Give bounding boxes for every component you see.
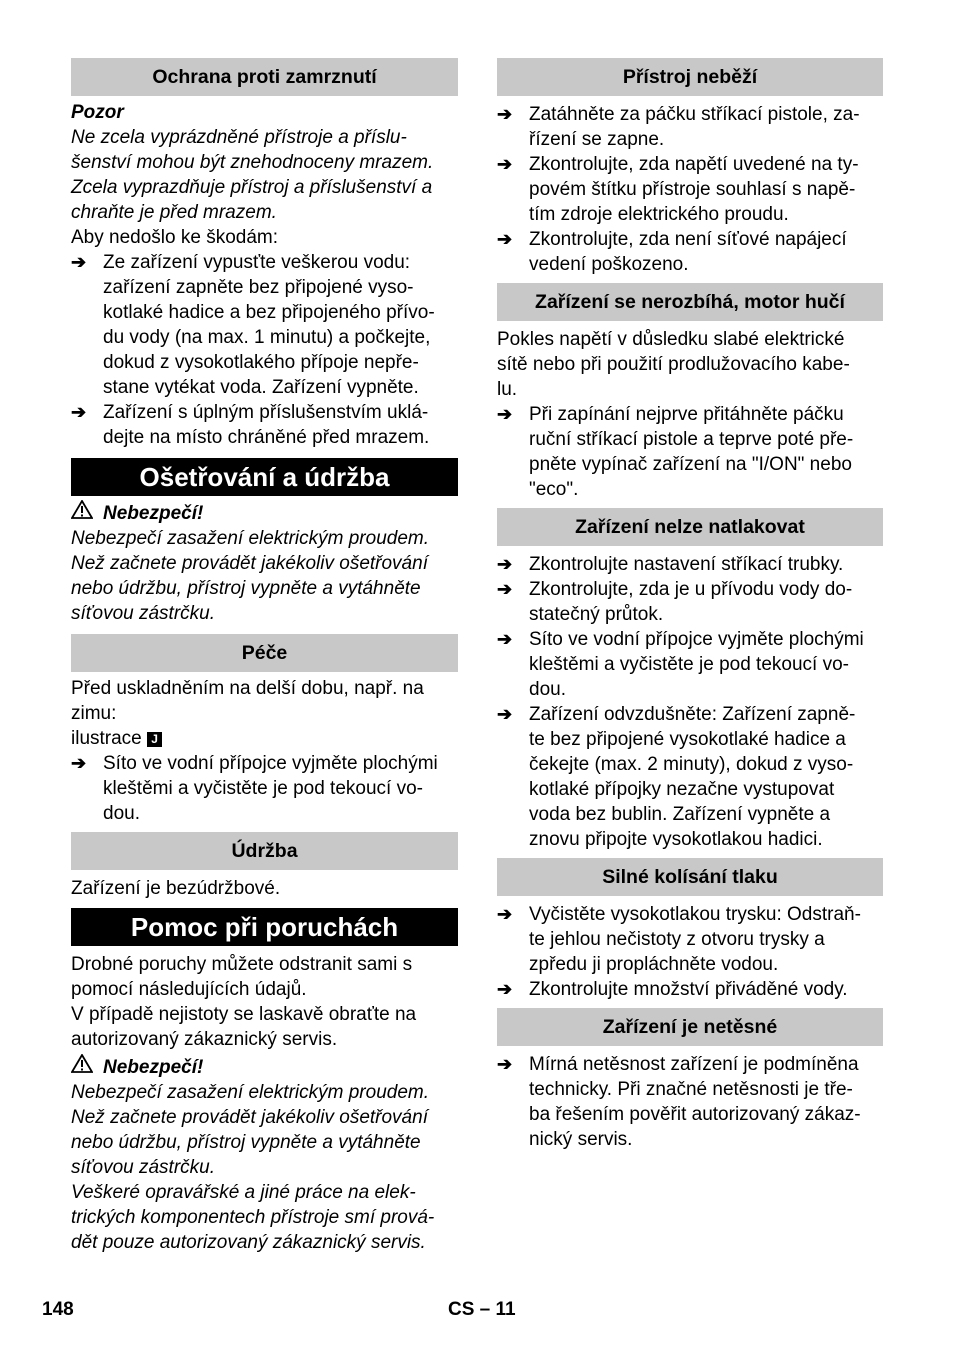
bullet-line: dou.	[529, 679, 566, 700]
bullet-line: Zkontrolujte nastavení stříkací trubky.	[529, 554, 844, 575]
text-line: Než začnete provádět jakékoliv ošetřování	[71, 1107, 428, 1128]
text-line: Než začnete provádět jakékoliv ošetřování	[71, 553, 428, 574]
bullet-text	[529, 102, 860, 152]
bullet-line: povém štítku přístroje souhlasí s napě-	[529, 179, 856, 200]
bullet-item	[497, 902, 883, 977]
bullet-line: vedení poškozeno.	[529, 254, 689, 275]
text-line: síťovou zástrčku.	[71, 1157, 216, 1178]
text-line: Nebezpečí zasažení elektrickým proudem.	[71, 1082, 429, 1103]
text-line: sítě nebo při použití prodlužovacího kabe-	[497, 354, 850, 375]
bullet-line: voda bez bublin. Zařízení vypněte a	[529, 804, 831, 825]
arrow-right-icon: ➔	[497, 979, 513, 999]
bullet-line: Zkontrolujte množství přiváděné vody.	[529, 979, 848, 1000]
text-line: Ne zcela vyprázdněné přístroje a příslu-	[71, 127, 407, 148]
pozor-text	[71, 125, 458, 225]
frost-bullets	[71, 250, 458, 450]
text-line: Zcela vyprazdňuje přístroj a příslušenství a	[71, 177, 433, 198]
text-line: zimu:	[71, 703, 117, 724]
bullet-text	[103, 751, 438, 826]
arrow-right-icon: ➔	[497, 579, 513, 599]
illustration-symbol: J	[147, 732, 162, 747]
device-leaking-heading: Zařízení je netěsné	[497, 1008, 883, 1046]
warning-triangle-icon	[71, 1054, 103, 1080]
text-line: autorizovaný zákaznický servis.	[71, 1029, 338, 1050]
text-line: síťovou zástrčku.	[71, 603, 216, 624]
text-line: Veškeré opravářské a jiné práce na elek-	[71, 1182, 416, 1203]
left-column	[71, 58, 458, 1255]
bullet-item	[497, 977, 883, 1002]
bullet-item	[497, 1052, 883, 1152]
bullet-line: zařízení zapněte bez připojené vyso-	[103, 277, 414, 298]
bullet-line: pněte vypínač zařízení na "I/ON" nebo	[529, 454, 852, 475]
hum-text	[497, 327, 883, 402]
udrzba-heading: Údržba	[71, 832, 458, 870]
bullet-line: stane vytékat voda. Zařízení vypněte.	[103, 377, 419, 398]
no-pressure-heading: Zařízení nelze natlakovat	[497, 508, 883, 546]
arrow-right-icon: ➔	[71, 753, 87, 773]
udrzba-text: Zařízení je bezúdržbové.	[71, 878, 281, 899]
right-column	[497, 58, 883, 1152]
bullet-line: Při zapínání nejprve přitáhněte páčku	[529, 404, 844, 425]
bullet-line: řízení se zapne.	[529, 129, 665, 150]
bullet-text	[529, 552, 843, 577]
arrow-right-icon: ➔	[497, 104, 513, 124]
pozor-label: Pozor	[71, 102, 124, 123]
bullet-text	[103, 400, 429, 450]
bullet-item	[71, 400, 458, 450]
text-line: Před uskladněním na delší dobu, např. na	[71, 678, 424, 699]
arrow-right-icon: ➔	[497, 1054, 513, 1074]
bullet-text	[529, 1052, 861, 1152]
text-line: šenství mohou být znehodnoceny mrazem.	[71, 152, 434, 173]
illustration-ref	[71, 726, 458, 751]
bullet-line: dejte na místo chráněné před mrazem.	[103, 427, 430, 448]
hum-bullets	[497, 402, 883, 502]
pressure-bullets	[497, 552, 883, 852]
bullet-item	[497, 552, 883, 577]
pece-text	[71, 676, 458, 726]
bullet-line: zpředu ji propláchněte vodou.	[529, 954, 779, 975]
bullet-text	[529, 627, 864, 702]
bullet-line: dou.	[103, 803, 140, 824]
arrow-right-icon: ➔	[497, 554, 513, 574]
frost-protection-heading: Ochrana proti zamrznutí	[71, 58, 458, 96]
bullet-item	[497, 402, 883, 502]
help-text	[71, 952, 458, 1052]
bullet-item	[497, 702, 883, 852]
danger-warning-1	[71, 500, 458, 526]
bullet-item	[71, 250, 458, 400]
bullet-text	[529, 402, 853, 502]
bullet-text	[529, 577, 852, 627]
bullet-line: statečný průtok.	[529, 604, 664, 625]
arrow-right-icon: ➔	[497, 154, 513, 174]
arrow-right-icon: ➔	[497, 629, 513, 649]
bullet-line: Ze zařízení vypusťte veškerou vodu:	[103, 252, 411, 273]
bullet-line: kotlaké hadice a bez připojeného přívo-	[103, 302, 435, 323]
bullet-line: "eco".	[529, 479, 579, 500]
danger-label-2: Nebezpečí!	[103, 1056, 204, 1078]
troubleshooting-heading: Pomoc při poruchách	[71, 908, 458, 946]
bullet-item	[497, 152, 883, 227]
danger-warning-2	[71, 1054, 458, 1080]
bullet-line: du vody (na max. 1 minutu) a počkejte,	[103, 327, 431, 348]
danger-text-2	[71, 1080, 458, 1255]
bullet-line: Síto ve vodní přípojce vyjměte plochými	[529, 629, 864, 650]
bullet-text	[529, 977, 848, 1002]
text-line: Nebezpečí zasažení elektrickým proudem.	[71, 528, 429, 549]
bullet-item	[497, 102, 883, 152]
text-line: Drobné poruchy můžete odstranit sami s	[71, 954, 413, 975]
pressure-fluctuation-heading: Silné kolísání tlaku	[497, 858, 883, 896]
warning-triangle-icon	[71, 500, 103, 526]
bullet-line: nický servis.	[529, 1129, 633, 1150]
bullet-line: te bez připojené vysokotlaké hadice a	[529, 729, 846, 750]
pece-heading: Péče	[71, 634, 458, 672]
text-line: trických komponentech přístroje smí prová-	[71, 1207, 435, 1228]
bullet-item	[497, 577, 883, 627]
bullet-line: Zkontrolujte, zda je u přívodu vody do-	[529, 579, 853, 600]
bullet-text	[529, 702, 855, 852]
bullet-line: kleštěmi a vyčistěte je pod tekoucí vo-	[529, 654, 849, 675]
bullet-line: tím zdroje elektrického proudu.	[529, 204, 789, 225]
bullet-line: technicky. Při značné netěsnosti je tře-	[529, 1079, 853, 1100]
care-maintenance-heading: Ošetřování a údržba	[71, 458, 458, 496]
bullet-line: ruční stříkací pistole a teprve poté pře-	[529, 429, 854, 450]
fluctuation-bullets	[497, 902, 883, 1002]
avoid-damage-text: Aby nedošlo ke škodám:	[71, 227, 279, 248]
bullet-line: dokud z vysokotlakého přípoje nepře-	[103, 352, 419, 373]
text-line: nebo údržbu, přístroj vypněte a vytáhněte	[71, 1132, 421, 1153]
bullet-line: Vyčistěte vysokotlakou trysku: Odstraň-	[529, 904, 861, 925]
bullet-text	[529, 152, 859, 227]
bullet-line: te jehlou nečistoty z otvoru trysky a	[529, 929, 825, 950]
text-line: Pokles napětí v důsledku slabé elektrické	[497, 329, 845, 350]
bullet-item	[71, 751, 458, 826]
not-running-bullets	[497, 102, 883, 277]
bullet-item	[497, 227, 883, 277]
leak-bullets	[497, 1052, 883, 1152]
bullet-line: Zatáhněte za páčku stříkací pistole, za-	[529, 104, 860, 125]
bullet-item	[497, 627, 883, 702]
bullet-text	[529, 902, 861, 977]
bullet-line: ba řešením pověřit autorizovaný zákaz-	[529, 1104, 861, 1125]
text-line: V případě nejistoty se laskavě obraťte na	[71, 1004, 417, 1025]
bullet-line: Mírná netěsnost zařízení je podmíněna	[529, 1054, 859, 1075]
danger-label-1: Nebezpečí!	[103, 502, 204, 524]
arrow-right-icon: ➔	[497, 904, 513, 924]
bullet-line: Zařízení s úplným příslušenstvím uklá-	[103, 402, 429, 423]
bullet-line: čekejte (max. 2 minuty), dokud z vyso-	[529, 754, 854, 775]
section-label: CS – 11	[448, 1299, 516, 1320]
device-not-running-heading: Přístroj neběží	[497, 58, 883, 96]
bullet-line: Zkontrolujte, zda není síťové napájecí	[529, 229, 847, 250]
arrow-right-icon: ➔	[71, 402, 87, 422]
text-line: chraňte je před mrazem.	[71, 202, 277, 223]
arrow-right-icon: ➔	[71, 252, 87, 272]
pece-bullets	[71, 751, 458, 826]
bullet-text	[103, 250, 435, 400]
danger-text-1	[71, 526, 458, 626]
text-line: lu.	[497, 379, 518, 400]
motor-hums-heading: Zařízení se nerozbíhá, motor hučí	[497, 283, 883, 321]
arrow-right-icon: ➔	[497, 404, 513, 424]
arrow-right-icon: ➔	[497, 704, 513, 724]
bullet-line: Zkontrolujte, zda napětí uvedené na ty-	[529, 154, 859, 175]
text-line: dět pouze autorizovaný zákaznický servis.	[71, 1232, 426, 1253]
bullet-text	[529, 227, 847, 277]
bullet-line: kotlaké přípojky nezačne vystupovat	[529, 779, 835, 800]
bullet-line: kleštěmi a vyčistěte je pod tekoucí vo-	[103, 778, 423, 799]
arrow-right-icon: ➔	[497, 229, 513, 249]
bullet-line: Síto ve vodní přípojce vyjměte plochými	[103, 753, 438, 774]
page-number: 148	[42, 1299, 74, 1320]
text-line: nebo údržbu, přístroj vypněte a vytáhněte	[71, 578, 421, 599]
bullet-line: znovu připojte vysokotlakou hadici.	[529, 829, 823, 850]
text-line: pomocí následujících údajů.	[71, 979, 307, 1000]
bullet-line: Zařízení odvzdušněte: Zařízení zapně-	[529, 704, 856, 725]
illustration-text: ilustrace	[71, 728, 142, 749]
